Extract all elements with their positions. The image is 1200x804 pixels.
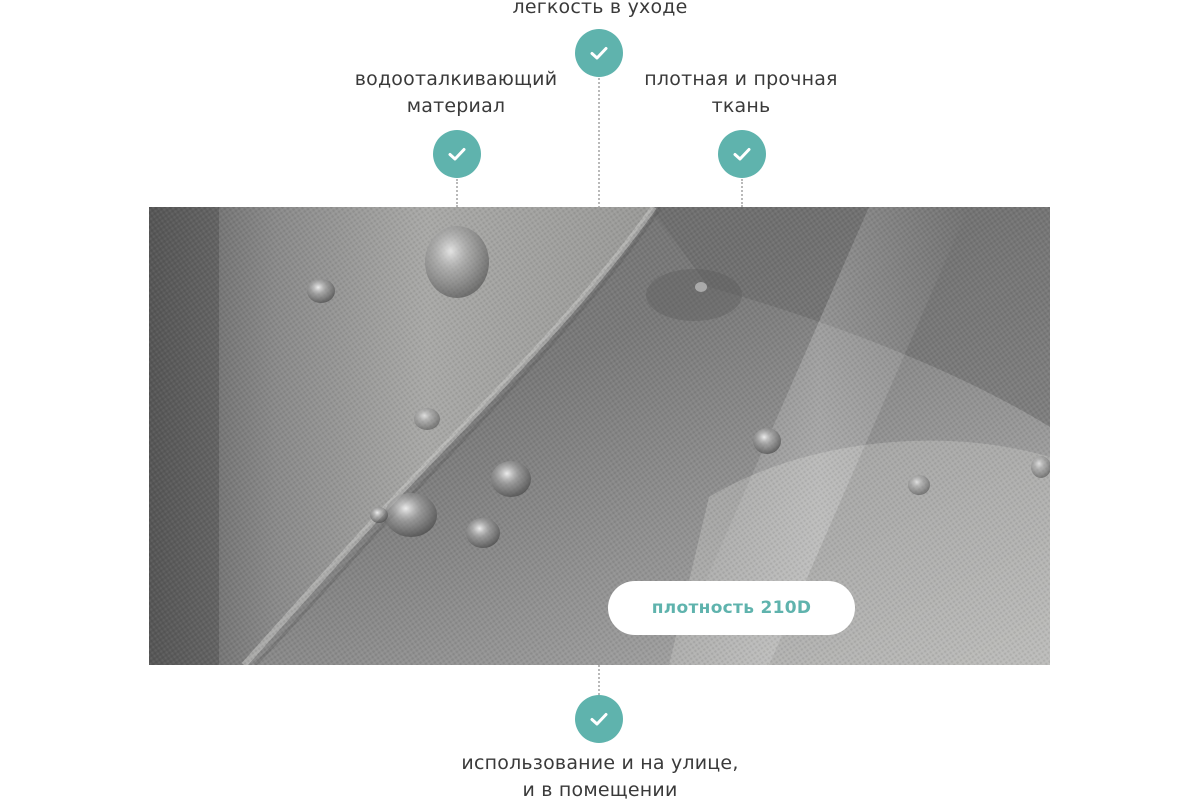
feature-label-dense-fabric — [591, 66, 891, 120]
connector-dots-water-repellent — [456, 179, 458, 207]
check-icon — [588, 42, 610, 64]
feature-text-dense-fabric-line2: ткань — [711, 95, 771, 117]
feature-label-easy-care — [450, 0, 750, 21]
connector-dots-dense-fabric — [741, 179, 743, 207]
feature-text-water-repellent-line2: материал — [406, 95, 506, 117]
check-icon — [588, 708, 610, 730]
density-badge-text: плотность 210D — [651, 598, 812, 618]
fabric-image — [149, 207, 1050, 665]
check-badge-water-repellent — [433, 130, 481, 178]
connector-dots-indoor-outdoor — [598, 665, 600, 695]
feature-text-water-repellent-line1: водооталкивающий — [354, 68, 558, 90]
feature-text-easy-care: легкость в уходе — [512, 0, 688, 18]
density-badge — [608, 581, 855, 635]
feature-text-indoor-outdoor-line2: и в помещении — [522, 779, 678, 801]
feature-label-water-repellent — [306, 66, 606, 120]
fabric-photo — [149, 207, 1050, 665]
check-icon — [446, 143, 468, 165]
feature-label-indoor-outdoor — [400, 750, 800, 804]
check-badge-indoor-outdoor — [575, 695, 623, 743]
feature-text-indoor-outdoor-line1: использование и на улице, — [461, 752, 739, 774]
check-icon — [731, 143, 753, 165]
check-badge-dense-fabric — [718, 130, 766, 178]
feature-text-dense-fabric-line1: плотная и прочная — [644, 68, 838, 90]
